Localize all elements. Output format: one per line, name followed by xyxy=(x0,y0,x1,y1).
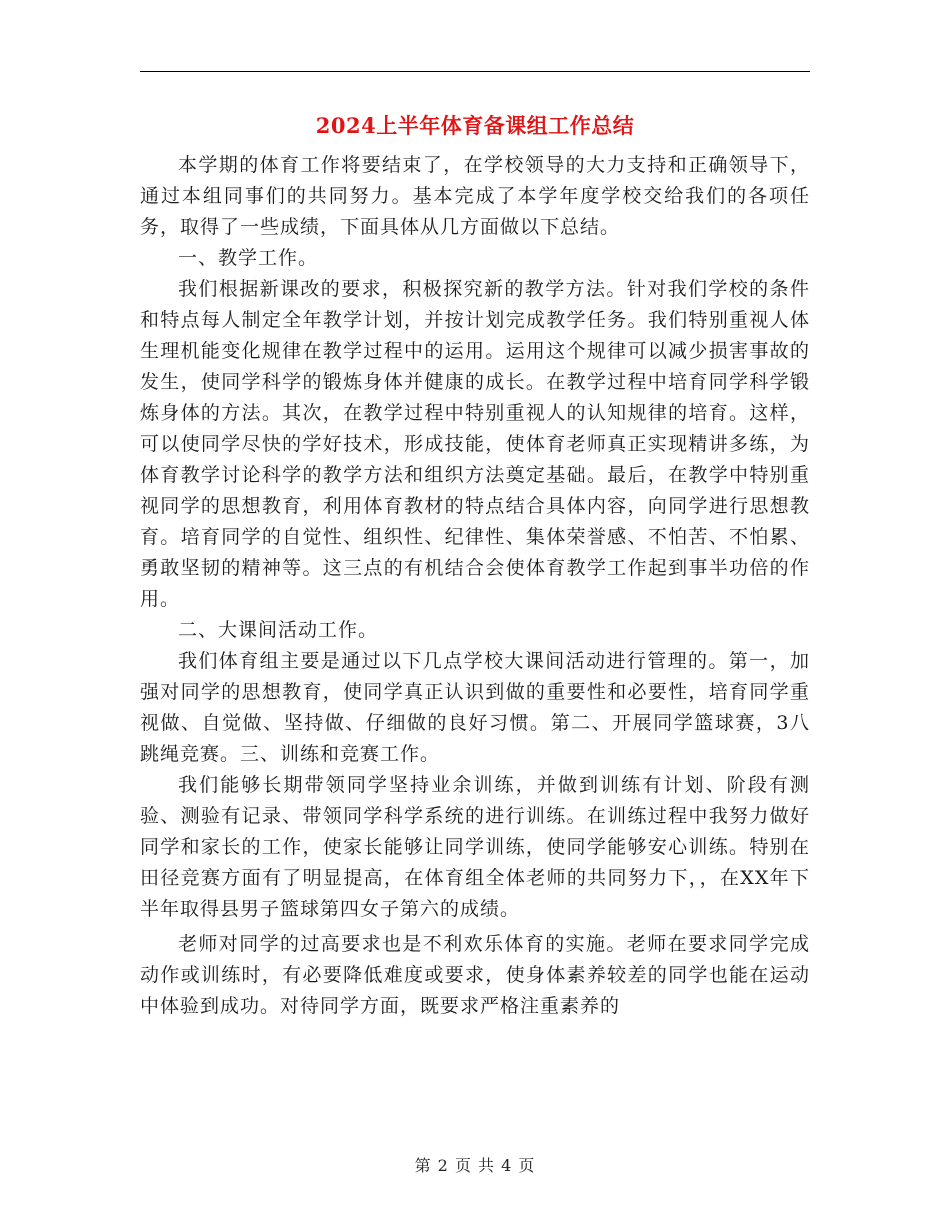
paragraph-intro: 本学期的体育工作将要结束了，在学校领导的大力支持和正确领导下，通过本组同事们的共同努力。基本完成了本学年度学校交给我们的各项任务，取得了一些成绩，下面具体从几方面做以下总结。 xyxy=(140,154,810,238)
header-rule xyxy=(140,71,810,72)
paragraph-requirements: 老师对同学的过高要求也是不利欢乐体育的实施。老师在要求同学完成动作或训练时，有必要降低难度或要求，使身体素养较差的同学也能在运动中体验到成功。对待同学方面，既要求严格注重素养的 xyxy=(140,933,810,1017)
document-body xyxy=(140,150,810,1022)
paragraph-teaching: 我们根据新课改的要求，积极探究新的教学方法。针对我们学校的条件和特点每人制定全年教学计划，并按计划完成教学任务。我们特别重视人体生理机能变化规律在教学过程中的运用。运用这个规律可以减少损害事故的发生，使同学科学的锻炼身体并健康的成长。在教学过程中培育同学科学锻炼身体的方法。其次，在教学过程中特别重视人的认知规律的培育。这样，可以使同学尽快的学好技术，形成技能，使体育老师真正实现精讲多练，为体育教学讨论科学的教学方法和组织方法奠定基础。最后，在教学中特别重视同学的思想教育，利用体育教材的特点结合具体内容，向同学进行思想教育。培育同学的自觉性、组织性、纪律性、集体荣誉感、不怕苦、不怕累、勇敢坚韧的精神等。这三点的有机结合会使体育教学工作起到事半功倍的作用。 xyxy=(140,278,810,610)
section-heading-recess: 二、大课间活动工作。 xyxy=(178,619,379,641)
page-footer: 第 2 页 共 4 页 xyxy=(414,1156,536,1175)
paragraph-training: 我们能够长期带领同学坚持业余训练，并做到训练有计划、阶段有测验、测验有记录、带领同学科学系统的进行训练。在训练过程中我努力做好同学和家长的工作，使家长能够让同学训练，使同学能够安心训练。特别在田径竞赛方面有了明显提高，在体育组全体老师的共同努力下，，在XX年下半年取得县男子篮球第四女子第六的成绩。 xyxy=(140,774,810,920)
document-title: 2024上半年体育备课组工作总结 xyxy=(315,113,635,138)
section-heading-teaching: 一、教学工作。 xyxy=(178,247,319,269)
paragraph-recess: 我们体育组主要是通过以下几点学校大课间活动进行管理的。第一，加强对同学的思想教育，使同学真正认识到做的重要性和必要性，培育同学重视做、自觉做、坚持做、仔细做的良好习惯。第二、开展同学篮球赛，3八跳绳竞赛。三、训练和竞赛工作。 xyxy=(140,650,810,765)
